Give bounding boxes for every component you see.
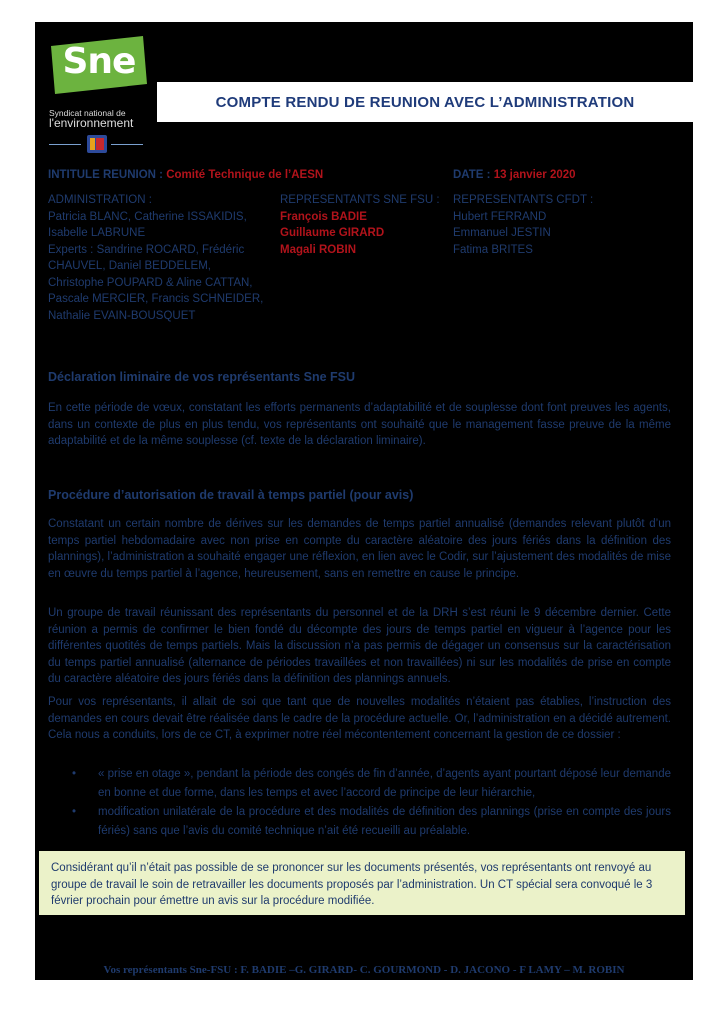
- bullet-icon: •: [72, 768, 77, 780]
- logo-name: Sne: [62, 41, 136, 82]
- administration-line: Patricia BLANC, Catherine ISSAKIDIS,: [48, 210, 247, 223]
- section-title: Procédure d’autorisation de travail à temps partiel (pour avis): [48, 488, 414, 502]
- date-value: 13 janvier 2020: [493, 169, 576, 181]
- bullet-text: « prise en otage », pendant la période des congés de fin d’année, d’agents ayant pourtant déposé leur demande en bonne et due forme, dans les temps et avec l’accord de principe de leur hiérarchie,: [98, 768, 671, 799]
- bullet-text: modification unilatérale de la procédure et des modalités de définition des plannings (prise en compte des jours fériés) sans que l’avis du comité technique n’ait été recueilli au préalable.: [98, 806, 671, 837]
- sne-fsu-heading: REPRESENTANTS SNE FSU :: [280, 194, 440, 206]
- bullet-icon: •: [72, 806, 77, 818]
- cfdt-member: Hubert FERRAND: [453, 210, 547, 223]
- section-paragraph: Pour vos représentants, il allait de soi que tant que de nouvelles modalités n’étaient pas établies, l’instruction des demandes en cours devait être réalisée dans le cadre de la procédure actuelle. Or, l’administration en a décidé autrement. Cela nous a conduits, lors de ce CT, à exprimer notre réel mécontentement concernant la gestion de ce dossier :: [48, 696, 671, 741]
- bullet-list: [48, 765, 671, 841]
- sne-fsu-member: Magali ROBIN: [280, 243, 357, 256]
- sne-fsu-member: François BADIE: [280, 210, 367, 223]
- cfdt-heading: REPRESENTANTS CFDT :: [453, 194, 594, 206]
- conclusion-text: Considérant qu’il n’était pas possible de se prononcer sur les documents présentés, vos représentants ont renvoyé au groupe de travail le soin de retravailler les documents proposés par l’administration. Un CT spécial sera convoqué le 3 février prochain pour émettre un avis sur la procédure modifiée.: [51, 862, 653, 907]
- administration-line: Experts : Sandrine ROCARD, Frédéric: [48, 243, 245, 256]
- conclusion-box: [39, 851, 685, 915]
- logo-subtitle-line1: Syndicat national de: [49, 108, 126, 118]
- section-title: Déclaration liminaire de vos représentants Sne FSU: [48, 370, 356, 384]
- page-title: COMPTE RENDU DE REUNION AVEC L’ADMINISTRATION: [215, 93, 635, 111]
- cfdt-column: [453, 192, 653, 258]
- administration-column: [48, 192, 268, 324]
- administration-line: CHAUVEL, Daniel BEDDELEM,: [48, 260, 211, 272]
- cfdt-member: Emmanuel JESTIN: [453, 227, 551, 239]
- date-label: DATE :: [453, 169, 491, 181]
- administration-line: Christophe POUPARD & Aline CATTAN,: [48, 276, 253, 289]
- document-page: [35, 22, 693, 980]
- footer-representatives: Vos représentants Sne-FSU : F. BADIE –G. GIRARD- C. GOURMOND - D. JACONO - F LAMY – M. ROBIN: [103, 964, 625, 976]
- cfdt-member: Fatima BRITES: [453, 243, 533, 256]
- section-paragraph: En cette période de vœux, constatant les efforts permanents d’adaptabilité et de souplesse dont font preuves les agents, dans un contexte de plus en plus tendu, vos représentants ont souhaité que le management fasse preuve de la même adaptabilité et de la même souplesse (cf. texte de la déclaration liminaire).: [48, 402, 671, 447]
- list-item: [48, 765, 671, 803]
- intitule-value: Comité Technique de l’AESN: [166, 169, 324, 181]
- section-paragraph: Constatant un certain nombre de dérives sur les demandes de temps partiel annualisé (demandes relevant plutôt d’un temps partiel hebdomadaire avec non prise en compte du caractère aléatoire des jours fériés dans la définition des plannings), l’administration a souhaité engager une réflexion, en lien avec le Codir, sur l’ajustement des modalités de mise en œuvre du temps partiel à l’agence, heureusement, sans en remettre en cause le principe.: [48, 518, 671, 580]
- sne-fsu-column: [280, 192, 445, 258]
- sne-logo: [51, 36, 147, 94]
- administration-line: Nathalie EVAIN-BOUSQUET: [48, 309, 196, 322]
- administration-heading: ADMINISTRATION :: [48, 194, 152, 206]
- meeting-date: [453, 167, 576, 184]
- section-paragraph: Un groupe de travail réunissant des représentants du personnel et de la DRH s’est réuni le 9 décembre dernier. Cette réunion a permis de confirmer le bien fondé du décompte des jours de temps partiel en vigueur à l’agence pour les différentes quotités de temps partiels. Mais la discussion n’a pas permis de dégager un consensus sur la caractérisation du temps partiel annualisé (alternance de périodes travaillées et non travaillées) ni sur les modalités de prise en compte du caractère aléatoire des jours fériés dans la définition des plannings annuels.: [48, 607, 671, 685]
- title-banner: [157, 82, 693, 122]
- logo-divider-left: [49, 144, 81, 145]
- sne-fsu-member: Guillaume GIRARD: [280, 227, 385, 239]
- meeting-intitule: [48, 167, 323, 184]
- list-item: [48, 803, 671, 841]
- logo-subtitle-line2: l'environnement: [49, 116, 134, 130]
- administration-line: Isabelle LABRUNE: [48, 227, 146, 239]
- intitule-label: INTITULE REUNION :: [48, 169, 163, 181]
- logo-subtitle: [49, 108, 149, 128]
- logo-divider-right: [111, 144, 143, 145]
- administration-line: Pascale MERCIER, Francis SCHNEIDER,: [48, 293, 264, 305]
- fsu-badge-icon: [87, 135, 107, 153]
